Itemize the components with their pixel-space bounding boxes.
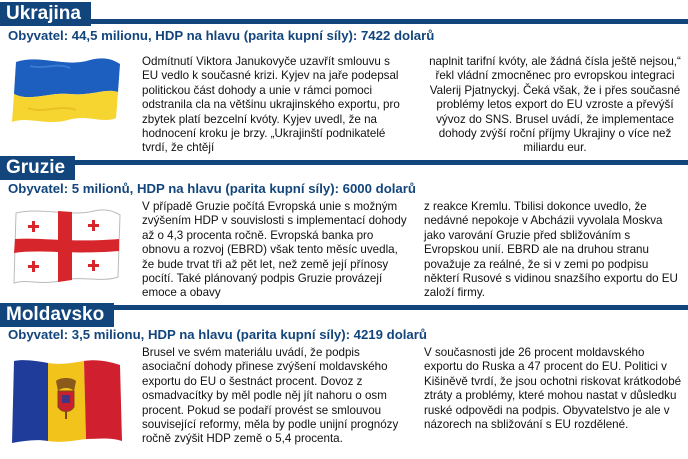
country-stats: Obyvatel: 44,5 milionu, HDP na hlavu (parita kupní síly): 7422 dolarů xyxy=(8,28,435,43)
article-column-right: naplnit tarifní kvóty, ale žádná čísla ještě nejsou,“ řekl vládní zmocněnec pro evropskou integraci Valerij Pjatnyckyj. Čeká však, že i přes současné problémy letos export do EU vzroste a převýší vývoz do SNS. Brusel uvádí, že implementace dohody zvýší roční příjmy Ukrajiny o více než miliardu eur. xyxy=(429,55,681,155)
georgia-flag xyxy=(10,205,124,287)
section-gruzie xyxy=(0,153,688,299)
ukraine-flag xyxy=(10,54,124,128)
country-stats: Obyvatel: 5 milionů, HDP na hlavu (parita kupní síly): 6000 dolarů xyxy=(8,181,416,196)
article-column-right: z reakce Kremlu. Tbilisi dokonce uvedlo, že nedávné nepokoje v Abcházii vyvolala Moskva jako varování Gruzie před sbližováním s Evropskou unií. EBRD ale na druhou stranu považuje za reálné, že si v zemi po podpisu některí Rusové s vidinou snazšího exportu do EU založí firmy. xyxy=(424,200,678,300)
section-ukrajina xyxy=(0,0,688,153)
header-rule xyxy=(0,19,688,24)
article-column-left: V případě Gruzie počítá Evropská unie s možným zvýšením HDP v souvislosti s implementací dohody až o 4,3 procenta ročně. Evropská banka pro obnovu a rozvoj (EBRD) však tento měsíc uvedla, že bude trvat tři až pět let, než země její přínosy pocítí. Také plánovaný podpis Gruzie provázejí emoce a obavy xyxy=(142,200,407,300)
country-heading: Gruzie xyxy=(0,156,75,180)
article-column-left: Odmítnutí Viktora Janukovyče uzavřít smlouvu s EU vedlo k současné krizi. Kyjev na jaře podepsal politickou část dohody a unie v rámci pomoci odstranila cla na většinu ukrajinského exportu, pro zbytek platí bezcelní kvóty. Kyjev uvedl, že na hodnocení kroku je brzy. „Ukrajinští podnikatelé tvrdí, že chtějí xyxy=(142,55,400,155)
section-moldavsko xyxy=(0,299,688,459)
article-column-right: V současnosti jde 26 procent moldavského exportu do Ruska a 47 procent do EU. Politici v Kišiněvě tvrdí, že jsou ochotni riskovat krátkodobé ztráty a problémy, které mohou nastat v důsledku ruské odpovědi na podpis. Obyvatelstvo je ale v názorech na sbližování s EU rozdělené. xyxy=(424,346,682,432)
moldova-flag xyxy=(10,351,126,451)
country-heading: Ukrajina xyxy=(0,2,91,26)
country-stats: Obyvatel: 3,5 milionu, HDP na hlavu (parita kupní síly): 4219 dolarů xyxy=(8,327,427,342)
header-rule xyxy=(0,160,688,165)
article-column-left: Brusel ve svém materiálu uvádí, že podpis asociační dohody přinese zvýšení moldavského exportu do EU o šestnáct procent. Dovoz z osmadvacítky by měl podle něj jít nahoru o osm procent. Pokud se podaří provést se smlouvou související reformy, měla by podle unijní prognózy ročně zvýšit HDP země o 5,4 procenta. xyxy=(142,346,399,446)
country-heading: Moldavsko xyxy=(0,303,114,327)
